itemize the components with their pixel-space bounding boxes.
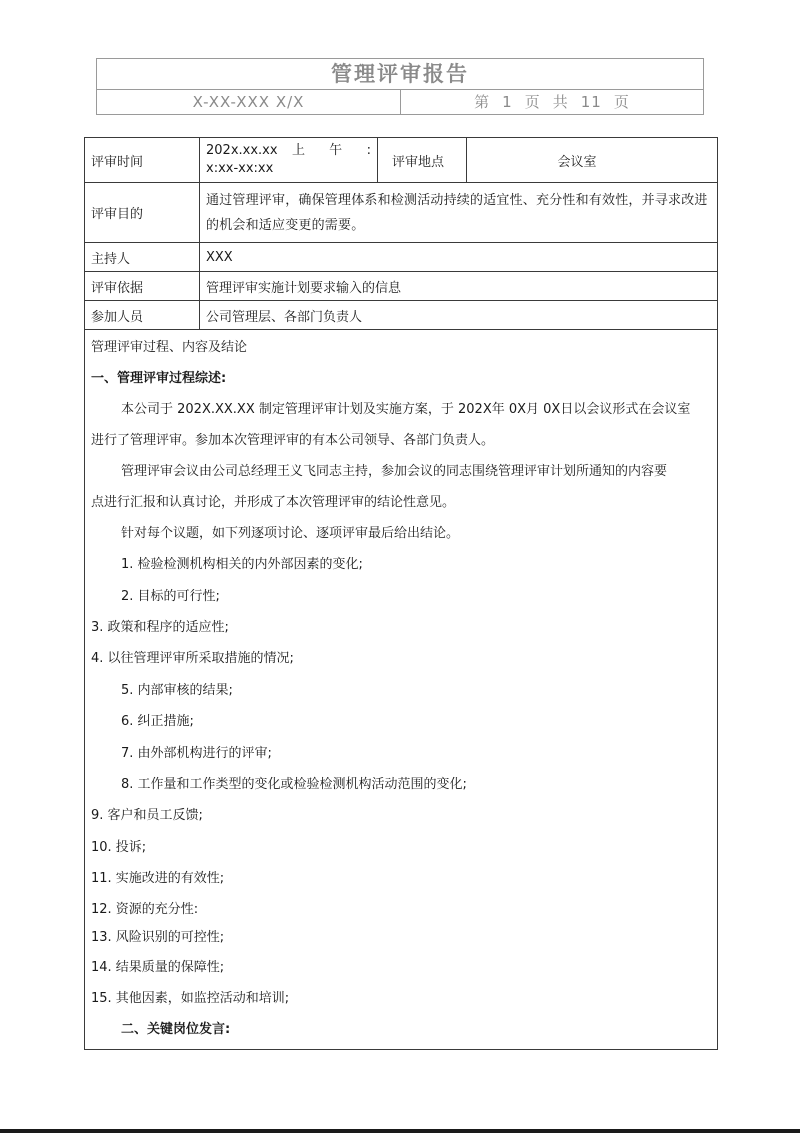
basis-label: 评审依据	[85, 272, 200, 300]
place-value: 会议室	[557, 154, 597, 170]
list-item: 3. 政策和程序的适应性;	[91, 620, 229, 635]
page-prefix: 第	[474, 93, 491, 111]
time-ampm: 上 午	[292, 143, 353, 158]
list-item: 4. 以往管理评审所采取措施的情况;	[91, 651, 294, 666]
document-code: X-XX-XXX X/X	[97, 90, 401, 115]
page-bottom-border	[0, 1129, 800, 1133]
basis-value: 管理评审实施计划要求输入的信息	[206, 280, 402, 296]
list-item: 5. 内部审核的结果;	[121, 683, 233, 698]
time-top-line	[206, 142, 371, 160]
total-prefix: 共	[552, 93, 569, 111]
participants-label: 参加人员	[85, 301, 200, 329]
section1-title: 一、管理评审过程综述:	[91, 371, 227, 386]
total-pages: 11	[580, 93, 602, 111]
report-title: 管理评审报告	[97, 59, 703, 90]
list-item: 15. 其他因素，如监控活动和培训;	[91, 991, 290, 1006]
page-suffix: 页	[613, 93, 630, 111]
list-item: 1. 检验检测机构相关的内外部因素的变化;	[121, 557, 363, 572]
section2-title: 二、关键岗位发言:	[121, 1022, 231, 1037]
place-label: 评审地点	[378, 138, 467, 182]
para2-line2: 点进行汇报和认真讨论，并形成了本次管理评审的结论性意见。	[91, 495, 456, 510]
para1-line1: 本公司于 202X.XX.XX 制定管理评审计划及实施方案，于 202X年 0X月 0X日以会议形式在会议室	[121, 402, 691, 417]
participants-value: 公司管理层、各部门负责人	[206, 309, 363, 325]
row-time-place	[85, 138, 717, 183]
purpose-label: 评审目的	[85, 183, 200, 242]
list-item: 14. 结果质量的保障性;	[91, 960, 225, 975]
page-number: 1	[502, 93, 513, 111]
report-header	[96, 58, 704, 115]
host-value: XXX	[206, 249, 233, 265]
row-host	[85, 243, 717, 272]
process-heading: 管理评审过程、内容及结论	[91, 340, 248, 355]
time-value	[200, 138, 378, 182]
time-colon: :	[366, 143, 371, 158]
list-item: 11. 实施改进的有效性;	[91, 871, 225, 886]
time-range: x:xx-xx:xx	[206, 161, 274, 176]
page-mid: 页	[524, 93, 541, 111]
row-purpose	[85, 183, 717, 243]
para2-line1: 管理评审会议由公司总经理王义飞同志主持，参加会议的同志围绕管理评审计划所通知的内容要	[121, 464, 668, 479]
list-item: 7. 由外部机构进行的评审;	[121, 746, 272, 761]
review-table	[84, 137, 718, 1050]
host-label: 主持人	[85, 243, 200, 271]
time-label: 评审时间	[85, 138, 200, 182]
header-meta-row	[97, 90, 703, 115]
time-date: 202x.xx.xx	[206, 143, 278, 158]
list-item: 9. 客户和员工反馈;	[91, 808, 203, 823]
row-participants	[85, 301, 717, 330]
para1-line2: 进行了管理评审。参加本次管理评审的有本公司领导、各部门负责人。	[91, 433, 495, 448]
list-item: 8. 工作量和工作类型的变化或检验检测机构活动范围的变化;	[121, 777, 467, 792]
list-item: 13. 风险识别的可控性;	[91, 930, 225, 945]
para3: 针对每个议题，如下列逐项讨论、逐项评审最后给出结论。	[121, 526, 460, 541]
row-basis	[85, 272, 717, 301]
list-item: 12. 资源的充分性:	[91, 902, 199, 917]
purpose-value: 通过管理评审，确保管理体系和检测活动持续的适宜性、充分性和有效性，并寻求改进的机会和适应变更的需要。	[206, 192, 708, 233]
list-item: 2. 目标的可行性;	[121, 589, 220, 604]
page-indicator	[401, 90, 703, 115]
list-item: 10. 投诉;	[91, 840, 147, 855]
list-item: 6. 纠正措施;	[121, 714, 194, 729]
